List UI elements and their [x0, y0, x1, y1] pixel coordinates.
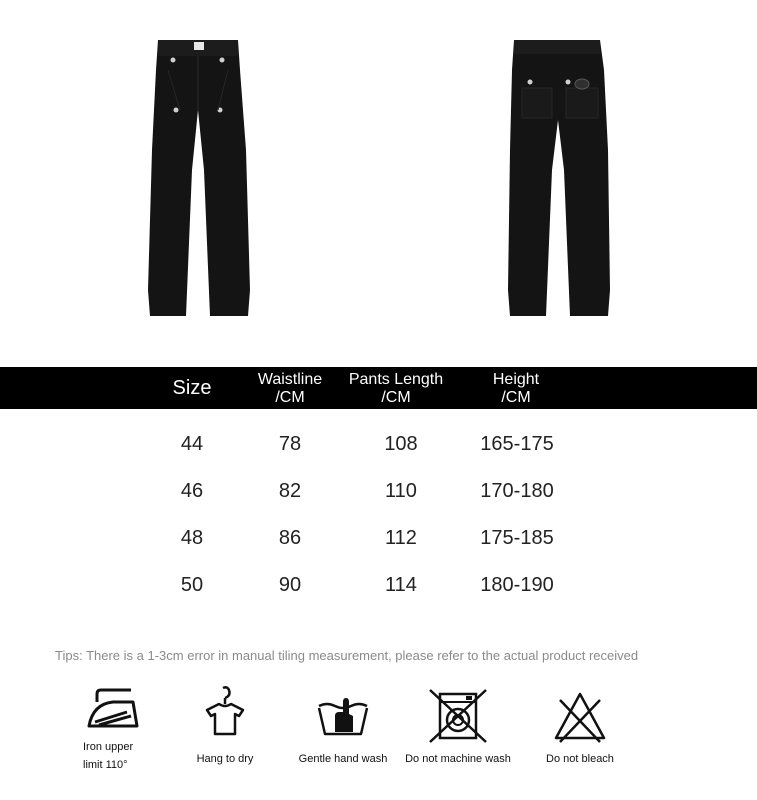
care-no-bleach-label: Do not bleach	[546, 753, 614, 765]
no-machine-wash-icon	[426, 686, 490, 746]
header-pants-length-unit: /CM	[381, 389, 411, 406]
table-row	[0, 433, 757, 463]
cell-size: 44	[180, 433, 204, 455]
header-waistline-label: Waistline	[257, 371, 323, 388]
cell-height: 175-185	[480, 527, 554, 549]
table-row	[0, 574, 757, 604]
care-hang-dry-label: Hang to dry	[196, 753, 254, 765]
iron-icon	[83, 686, 143, 734]
header-size: Size	[172, 377, 212, 399]
care-no-machine-wash-label: Do not machine wash	[405, 753, 511, 765]
cell-waistline: 90	[278, 574, 302, 596]
care-no-machine-wash	[393, 686, 523, 768]
pants-front-image	[140, 30, 260, 330]
cell-waistline: 78	[278, 433, 302, 455]
hand-wash-icon	[313, 686, 373, 746]
product-photos	[0, 0, 757, 360]
pants-back-image	[500, 30, 620, 330]
cell-pants-length: 110	[385, 480, 417, 502]
cell-waistline: 82	[278, 480, 302, 502]
care-hand-wash-label: Gentle hand wash	[298, 753, 388, 765]
table-row	[0, 480, 757, 510]
header-height	[470, 371, 562, 407]
cell-height: 165-175	[480, 433, 554, 455]
table-row	[0, 527, 757, 557]
cell-size: 46	[180, 480, 204, 502]
care-iron-label-line: limit 110°	[83, 759, 128, 771]
care-hand-wash	[278, 686, 408, 768]
measurement-tips: Tips: There is a 1-3cm error in manual tiling measurement, please refer to the actual product received	[55, 648, 639, 663]
care-hang-dry	[160, 686, 290, 768]
care-no-bleach	[515, 686, 645, 768]
no-bleach-icon	[552, 686, 608, 746]
cell-height: 170-180	[480, 480, 554, 502]
cell-waistline: 86	[278, 527, 302, 549]
header-pants-length-label: Pants Length	[348, 371, 444, 388]
header-pants-length	[340, 371, 452, 407]
cell-size: 50	[180, 574, 204, 596]
cell-pants-length: 114	[385, 574, 417, 596]
header-height-unit: /CM	[501, 389, 531, 406]
cell-size: 48	[180, 527, 204, 549]
header-height-label: Height	[492, 371, 540, 388]
care-iron	[65, 686, 175, 774]
header-waistline	[248, 371, 332, 407]
size-table-header	[0, 367, 757, 409]
cell-pants-length: 112	[385, 527, 417, 549]
cell-height: 180-190	[480, 574, 554, 596]
hanger-icon	[201, 686, 249, 746]
cell-pants-length: 108	[384, 433, 418, 455]
care-iron-label-line: Iron upper	[83, 741, 134, 753]
header-waistline-unit: /CM	[275, 389, 305, 406]
